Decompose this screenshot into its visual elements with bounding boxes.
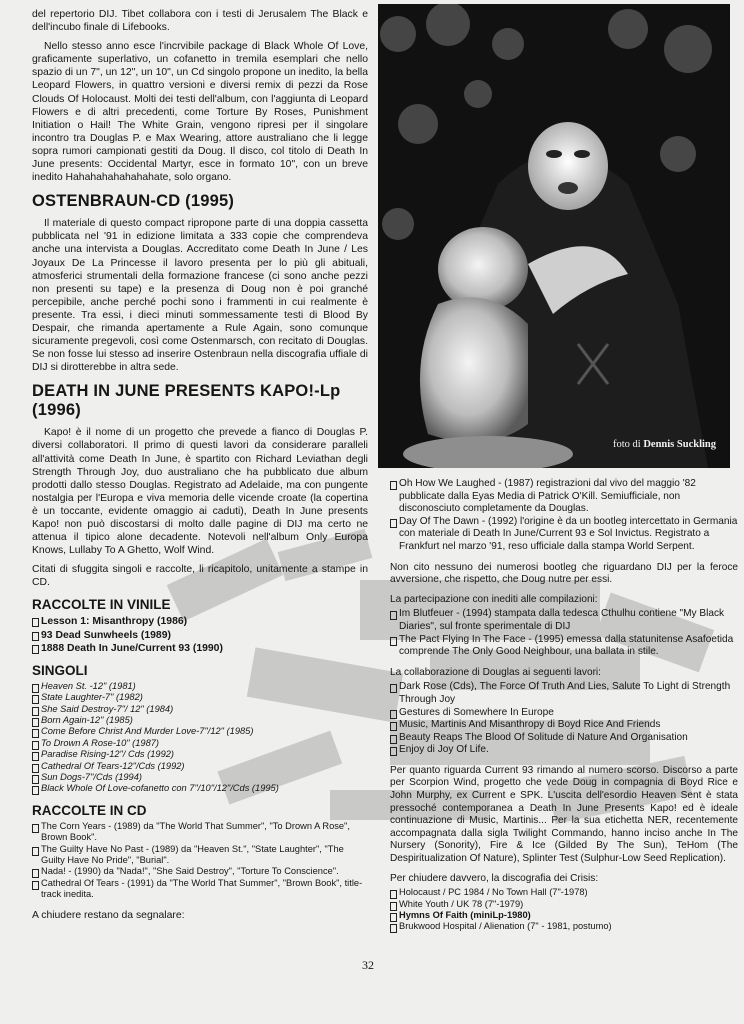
collab-list — [390, 681, 738, 757]
singoli-list — [32, 681, 368, 795]
compilation-list — [390, 608, 738, 658]
page-number: 32 — [362, 958, 374, 972]
vinile-list — [32, 615, 368, 654]
left-column — [32, 8, 368, 928]
list-item: Oh How We Laughed - (1987) registrazioni dal vivo del maggio '82 pubblicate dalla Eyas Media di Patrick O'Kill. Semiufficiale, non disconosciuto completamente da Douglas. — [390, 478, 738, 516]
right-column — [390, 478, 738, 937]
list-item: Holocaust / PC 1984 / No Town Hall (7"-1978) — [390, 887, 738, 898]
cited-paragraph: Citati di sfuggita singoli e raccolte, li ricapitolo, unitamente a stampe in CD. — [32, 564, 368, 589]
collab-lead: La collaborazione di Douglas ai seguenti lavori: — [390, 666, 601, 678]
kapo-paragraph: Kapo! è il nome di un progetto che prevede a fianco di Douglas P. diversi collaboratori. Il primo di questi lavori da considerare paralleli all'attività come Death In June, è spartito con Richard Leviathan degli Strength Through Joy, duo australiano che ha pubblicato due album prodotti dallo stesso Douglas. Registrato ad Adelaide, ma con pungente nostalgia per l'Europa e viva memoria delle vicende croate (la copertina è un toccante, evidente omaggio ai caduti), Death In June presents Kapo! non può discostarsi di molto dalle pagine di DIJ ma certo ne attenua il tipico alone decadente. Notevoli nell'album Only Europa Knows, Lullaby To A Ghetto, Wolf Wind. — [32, 427, 368, 557]
intro-paragraph-1: del repertorio DIJ. Tibet collabora con i testi di Jerusalem The Black e dell'incubo finale di Lifebooks. — [32, 9, 368, 34]
ostenbraun-heading: OSTENBRAUN-CD (1995) — [32, 192, 235, 211]
list-item: The Guilty Have No Past - (1989) da "Heaven St.", "State Laughter", "The Guilty Have No Pride", "Burial". — [32, 844, 368, 867]
cd-heading: RACCOLTE IN CD — [32, 802, 147, 818]
top-list — [390, 478, 738, 554]
crisis-list — [390, 887, 738, 933]
list-item: Day Of The Dawn - (1992) l'origine è da un bootleg intercettato in Germania con materiale di Death In June/Current 93 e Sol Invictus. Registrato a Frankfurt nel marzo '91, reso ufficiale dalla stampa World Serpent. — [390, 516, 738, 554]
list-item: Brukwood Hospital / Alienation (7" - 1981, postumo) — [390, 921, 738, 932]
intro-paragraph-2: Nello stesso anno esce l'incrvibile package di Black Whole Of Love, graficamente superlativo, un cofanetto in tremila esemplari che nello spazio di un 7", un 12", un 10", un Cd singolo propone un inedito, la bella Leopard Flowers, in quattro versioni e diversi remix di pezzi da Rose Clouds Of Holocaust. Molti dei testi dell'album, con l'aggiunta di Leopard Flowers e di altri precedenti, come Torture By Roses, Punishment Initiation o Hail! The White Grain, vengono ripresi per il singolare incontro tra Douglas P. e Max Wearing, attore australiano che li legge sopra rumori campionati gestiti da Doug. Il disco, col titolo di Death In June presents: Occidental Martyr, esce in formato 10", con un breve inedito Hahahahahahahahate, solo organo. — [32, 41, 368, 184]
cd-list — [32, 821, 368, 901]
list-item: Im Blutfeuer - (1994) stampata dalla tedesca Cthulhu contiene "My Black Diaries", sul fronte sperimentale di DIJ — [390, 608, 738, 633]
list-item: 93 Dead Sunwheels (1989) — [32, 629, 368, 642]
compilation-lead: La partecipazione con inediti alle compilazioni: — [390, 593, 598, 605]
list-item: Heaven St. -12" (1981) — [32, 681, 368, 692]
photo — [378, 4, 730, 468]
list-item: Music, Martinis And Misanthropy di Boyd Rice And Friends — [390, 719, 738, 732]
list-item: Born Again-12" (1985) — [32, 715, 368, 726]
list-item: Sun Dogs-7"/Cds (1994) — [32, 772, 368, 783]
closing-line: A chiudere restano da segnalare: — [32, 909, 185, 921]
list-item: Nada! - (1990) da "Nada!", "She Said Destroy", "Torture To Conscience". — [32, 866, 368, 877]
list-item: State Laughter-7" (1982) — [32, 692, 368, 703]
list-item: Black Whole Of Love-cofanetto con 7"/10"/12"/Cds (1995) — [32, 783, 368, 794]
kapo-heading: DEATH IN JUNE PRESENTS KAPO!-Lp (1996) — [32, 382, 341, 420]
photo-caption: foto di Dennis Suckling — [613, 439, 716, 450]
list-item: Dark Rose (Cds), The Force Of Truth And Lies, Salute To Light di Strength Through Joy — [390, 681, 738, 706]
list-item: Cathedral Of Tears - (1991) da "The World That Summer", "Brown Book", title-track inedita. — [32, 878, 368, 901]
list-item: 1888 Death In June/Current 93 (1990) — [32, 642, 368, 655]
list-item: Enjoy di Joy Of Life. — [390, 744, 738, 757]
list-item: She Said Destroy-7"/ 12" (1984) — [32, 704, 368, 715]
list-item: Cathedral Of Tears-12"/Cds (1992) — [32, 761, 368, 772]
list-item: Paradise Rising-12"/ Cds (1992) — [32, 749, 368, 760]
list-item: The Pact Flying In The Face - (1995) emessa dalla statunitense Asafoetida comprende The Only Good Neighbour, una ballata in stile. — [390, 634, 738, 659]
singoli-heading: SINGOLI — [32, 662, 88, 678]
list-item: Lesson 1: Misanthropy (1986) — [32, 615, 368, 628]
current-paragraph: Per quanto riguarda Current 93 rimando al numero scorso. Discorso a parte per Scorpion Wind, progetto che vede Doug in compagnia di Boyd Rice e John Murphy, ex Current e SPK. L'uscita dell'esordio Heaven Sent è stata pressoché contemporanea a Death In June Presents Kapo! ed è ideale continuazione di Music, Martinis... Per la sua etichetta NER, recentemente accompagnata dalla sigla Twilight Commando, hanno inciso anche In The Nursery (Sonority), Fire & Ice (Gilded By The Sun), TeHom (The Despiritualization Of Nature), Splinter Test (Sulphur-Low Seed Replication). — [390, 764, 738, 865]
vinile-heading: RACCOLTE IN VINILE — [32, 597, 171, 613]
list-item: Hymns Of Faith (miniLp-1980) — [390, 910, 738, 921]
list-item: Gestures di Somewhere In Europe — [390, 707, 738, 720]
photo-image — [378, 4, 730, 468]
crisis-lead: Per chiudere davvero, la discografia dei Crisis: — [390, 872, 599, 884]
bootleg-paragraph: Non cito nessuno dei numerosi bootleg che riguardano DIJ per la feroce avversione, che rispetto, che Doug nutre per essi. — [390, 561, 738, 586]
list-item: Beauty Reaps The Blood Of Solitude di Nature And Organisation — [390, 732, 738, 745]
list-item: White Youth / UK 78 (7"-1979) — [390, 899, 738, 910]
list-item: Come Before Christ And Murder Love-7"/12" (1985) — [32, 726, 368, 737]
ostenbraun-paragraph: Il materiale di questo compact ripropone parte di una doppia cassetta pubblicata nel '91 in edizione limitata a 333 copie che comprendeva anche una intervista a Douglas. Accreditato come Death In June / Les Joyaux De La Princesse il lavoro presenta per lo più gli abituali, atmosferici strumentali della formazione francese (ci sono anche pezzi non presenti su tape) e la presenza di Doug non è poi granché percepibile, anche perché pochi sono i frammenti in cui realmente è presente. Tra essi, i dieci minuti sommessamente testi di Blood By Despair, che rimanda apertamente a Rule Again, sono comunque sicuramente pregevoli, così come Ostenmarsch, con recitato di Douglas. Se non fosse lui stesso ad inserire Ostenbraun nella discografia uffiale di DIJ si dirotterebbe in altra sede. — [32, 218, 368, 374]
list-item: The Corn Years - (1989) da "The World That Summer", "To Drown A Rose", Brown Book". — [32, 821, 368, 844]
list-item: To Drown A Rose-10" (1987) — [32, 738, 368, 749]
